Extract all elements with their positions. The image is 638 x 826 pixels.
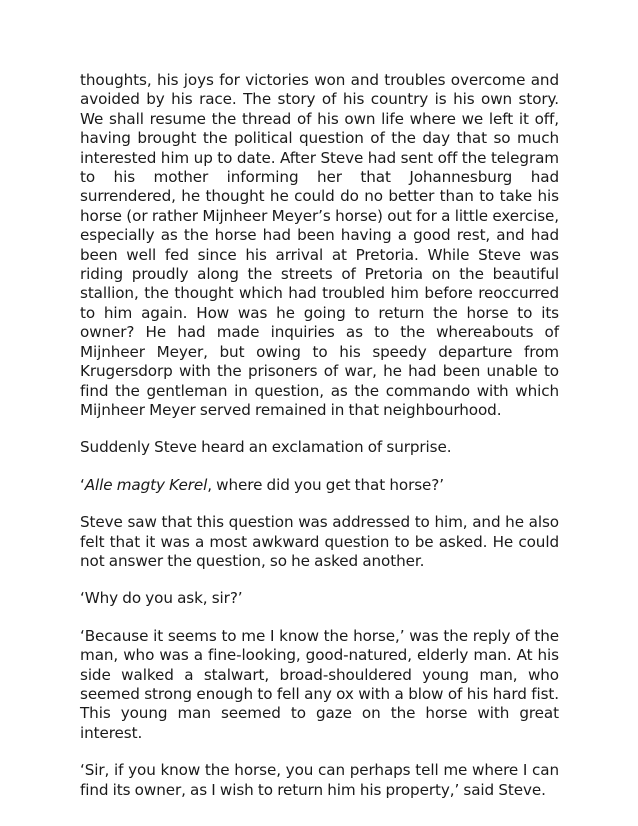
paragraph-2: Suddenly Steve heard an exclamation of surprise.: [80, 438, 452, 457]
page-body: [80, 71, 559, 818]
paragraph-7: ‘Sir, if you know the horse, you can perhaps tell me where I can find its owner, as I wish to return him his property,’ said Steve.: [80, 761, 559, 799]
open-quote: ‘: [80, 475, 85, 494]
paragraph-1: thoughts, his joys for victories won and troubles overcome and avoided by his race. The story of his country is his own story. We shall resume the thread of his own life where we left it off, having brought the political question of the day that so much interested him up to date. After Steve had sent off the telegram to his mother informing her that Johannesburg had surrendered, he thought he could do no better than to take his horse (or rather Mijnheer Meyer’s horse) out for a little exercise, especially as the horse had been having a good rest, and had been well fed since his arrival at Pretoria. While Steve was riding proudly along the streets of Pretoria on the beautiful stallion, the thought which had troubled him before reoccurred to him again. How was he going to return the horse to its owner? He had made inquiries as to the whereabouts of Mijnheer Meyer, but owing to his speedy departure from Krugersdorp with the prisoners of war, he had been unable to find the gentleman in question, as the commando with which Mijnheer Meyer served remained in that neighbourhood.: [80, 71, 559, 419]
paragraph-5: ‘Why do you ask, sir?’: [80, 589, 243, 608]
paragraph-4: Steve saw that this question was addressed to him, and he also felt that it was a most awkward question to be asked. He could not answer the question, so he asked another.: [80, 513, 559, 570]
paragraph-3-rest: , where did you get that horse?’: [207, 475, 444, 494]
paragraph-6: ‘Because it seems to me I know the horse,’ was the reply of the man, who was a fine-looking, good-natured, elderly man. At his side walked a stalwart, broad-shouldered young man, who seemed strong enough to fell any ox with a blow of his hard fist. This young man seemed to gaze on the horse with great interest.: [80, 626, 559, 742]
italic-phrase: Alle magty Kerel: [84, 475, 208, 494]
paragraph-3: [80, 476, 559, 495]
